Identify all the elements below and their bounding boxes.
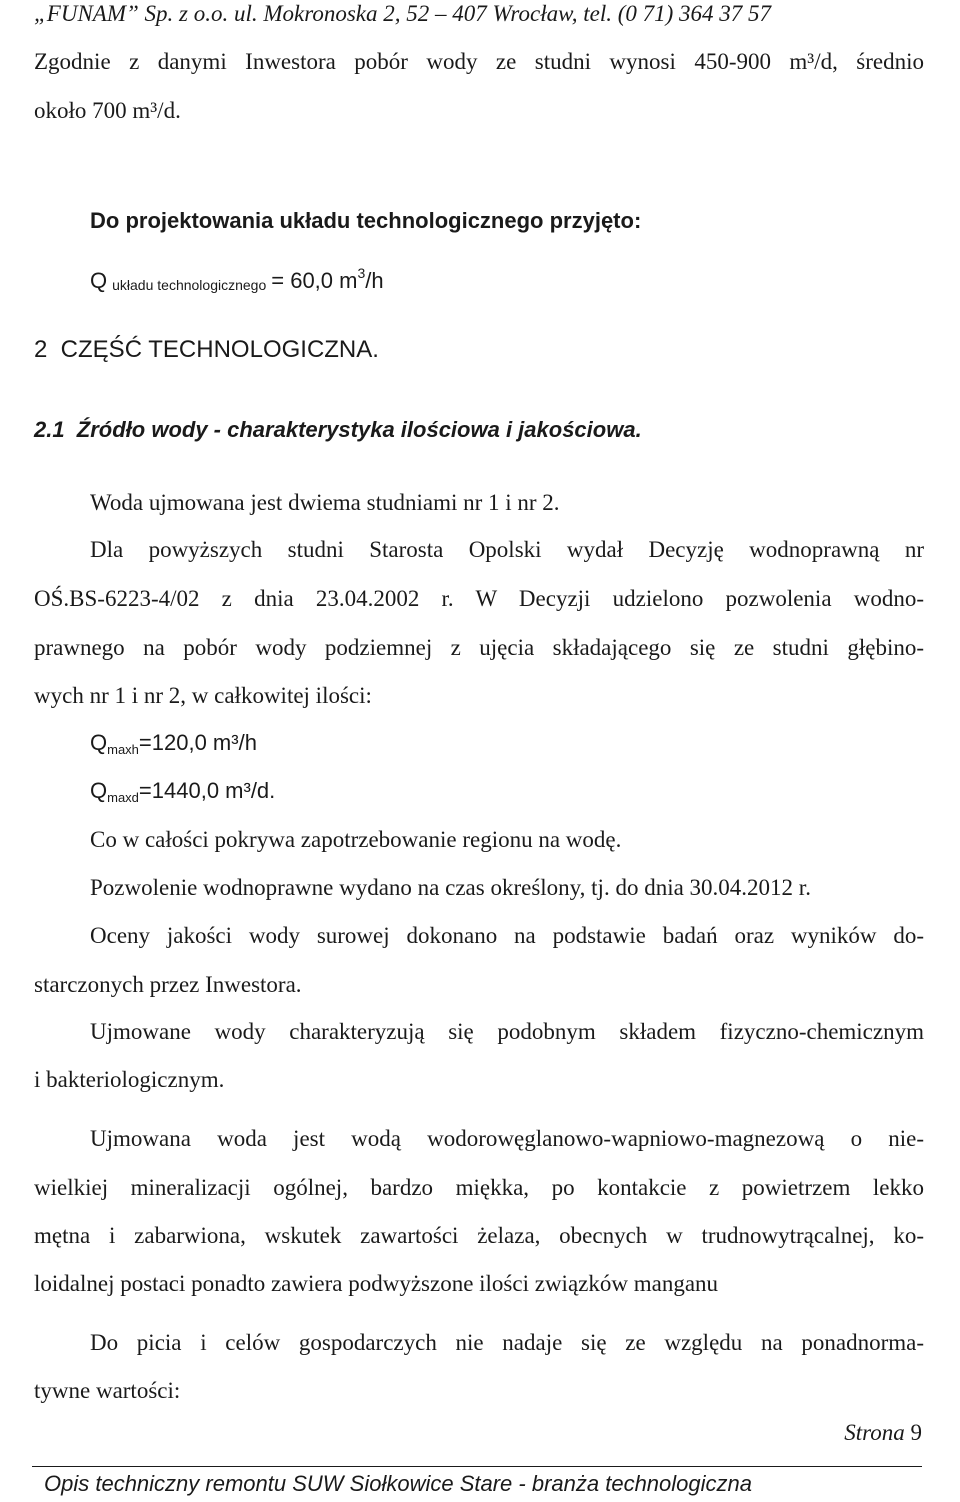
flow-subscript: układu technologicznego (112, 277, 267, 293)
page-label: Strona (844, 1420, 905, 1445)
paragraph-permit-validity: Pozwolenie wodnoprawne wydano na czas określony, tj. do dnia 30.04.2012 r. (90, 875, 811, 900)
decision-line-4: wych nr 1 i nr 2, w całkowitej ilości: (34, 683, 372, 708)
water-character-line-1: Ujmowana woda jest wodą wodorowęglanowo-wapniowo-magnezową o nie- (90, 1126, 924, 1151)
section-2-1-heading: 2.1 Źródło wody - charakterystyka ilościowa i jakościowa. (34, 417, 642, 442)
qmaxd-symbol: Q (90, 778, 108, 803)
section-2-heading: 2 CZĘŚĆ TECHNOLOGICZNA. (34, 336, 379, 363)
page-number (844, 1421, 922, 1444)
qmaxh-formula (90, 732, 257, 756)
company-header: „FUNAM” Sp. z o.o. ul. Mokronoska 2, 52 – 407 Wrocław, tel. (0 71) 364 37 57 (34, 1, 772, 26)
footer-divider (32, 1466, 922, 1467)
quality-line-1: Oceny jakości wody surowej dokonano na podstawie badań oraz wyników do- (90, 923, 924, 948)
flow-symbol: Q (90, 268, 108, 293)
qmaxd-subscript: maxd (107, 790, 139, 805)
qmaxd-value: =1440,0 m³/d. (138, 778, 276, 803)
intro-line-1: Zgodnie z danymi Inwestora pobór wody ze studni wynosi 450-900 m³/d, średnio (34, 49, 924, 74)
flow-value: = 60,0 m (271, 268, 358, 293)
qmaxh-symbol: Q (90, 730, 108, 755)
flow-exponent: 3 (357, 265, 366, 281)
design-heading: Do projektowania układu technologicznego przyjęto: (90, 208, 642, 233)
composition-line-1: Ujmowane wody charakteryzują się podobnym składem fizyczno-chemicznym (90, 1019, 924, 1044)
qmaxd-formula (90, 780, 275, 804)
decision-line-1: Dla powyższych studni Starosta Opolski wydał Decyzję wodnoprawną nr (90, 537, 924, 562)
page-number-value: 9 (910, 1420, 922, 1445)
composition-line-2: i bakteriologicznym. (34, 1067, 225, 1092)
intro-line-2: około 700 m³/d. (34, 98, 181, 123)
qmaxh-subscript: maxh (107, 742, 139, 757)
flow-unit: /h (365, 268, 384, 293)
water-character-line-4: loidalnej postaci ponadto zawiera podwyższone ilości związków manganu (34, 1271, 719, 1296)
suitability-line-2: tywne wartości: (34, 1378, 181, 1403)
design-flow-formula (90, 266, 384, 292)
water-character-line-3: mętna i zabarwiona, wskutek zawartości żelaza, obecnych w trudnowytrącalnej, ko- (34, 1223, 924, 1248)
paragraph-coverage: Co w całości pokrywa zapotrzebowanie regionu na wodę. (90, 827, 622, 852)
qmaxh-value: =120,0 m³/h (138, 730, 257, 755)
quality-line-2: starczonych przez Inwestora. (34, 972, 302, 997)
footer-text: Opis techniczny remontu SUW Siołkowice Stare - branża technologiczna (44, 1471, 752, 1496)
decision-line-2: OŚ.BS-6223-4/02 z dnia 23.04.2002 r. W Decyzji udzielono pozwolenia wodno- (34, 586, 924, 611)
water-character-line-2: wielkiej mineralizacji ogólnej, bardzo miękka, po kontakcie z powietrzem lekko (34, 1175, 924, 1200)
paragraph-wells: Woda ujmowana jest dwiema studniami nr 1 i nr 2. (90, 490, 560, 515)
suitability-line-1: Do picia i celów gospodarczych nie nadaje się ze względu na ponadnorma- (90, 1330, 924, 1355)
decision-line-3: prawnego na pobór wody podziemnej z ujęcia składającego się ze studni głębino- (34, 635, 924, 660)
